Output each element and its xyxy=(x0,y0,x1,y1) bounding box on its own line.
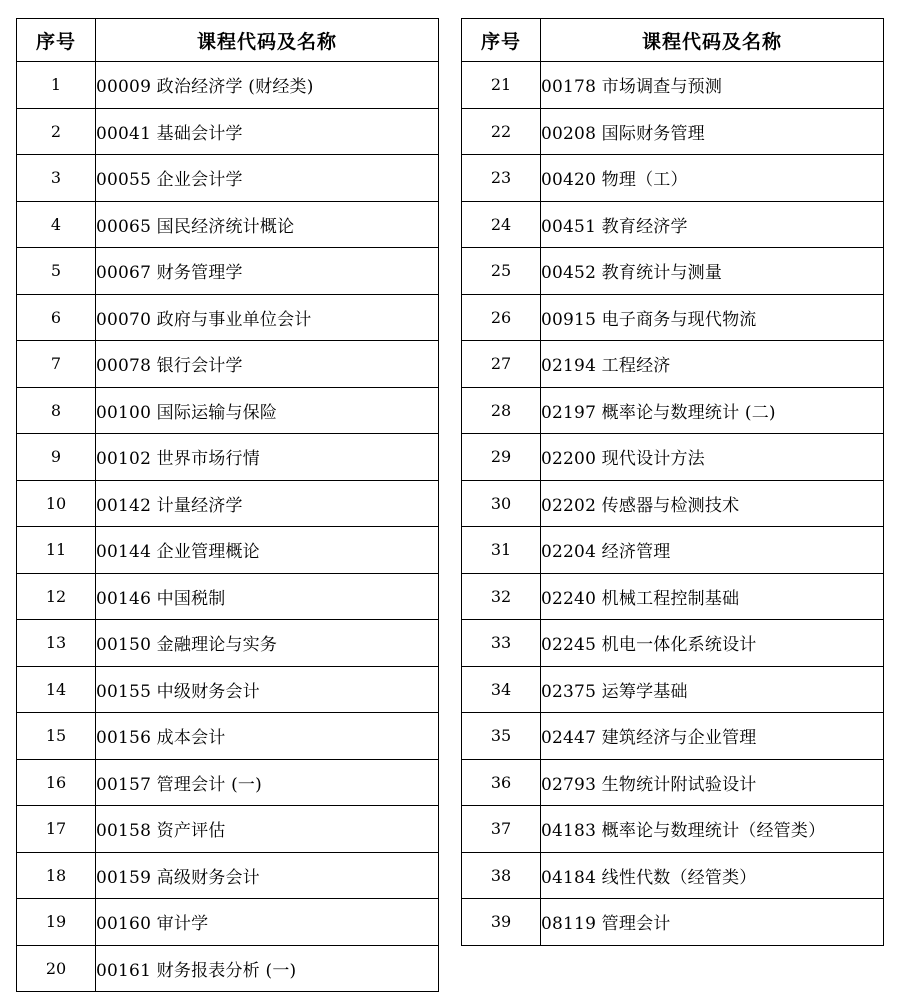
cell-course: 00451 教育经济学 xyxy=(541,201,884,248)
table-header-row xyxy=(17,19,439,62)
table-row xyxy=(462,852,884,899)
cell-seq: 6 xyxy=(17,294,96,341)
cell-seq: 24 xyxy=(462,201,541,248)
column-header-course: 课程代码及名称 xyxy=(541,19,884,62)
table-row xyxy=(17,294,439,341)
cell-course: 00452 教育统计与测量 xyxy=(541,248,884,295)
table-header-row xyxy=(462,19,884,62)
cell-seq: 36 xyxy=(462,759,541,806)
cell-seq: 3 xyxy=(17,155,96,202)
cell-course: 00208 国际财务管理 xyxy=(541,108,884,155)
table-row xyxy=(17,155,439,202)
cell-seq: 11 xyxy=(17,527,96,574)
table-row xyxy=(17,666,439,713)
cell-course: 02194 工程经济 xyxy=(541,341,884,388)
cell-seq: 25 xyxy=(462,248,541,295)
cell-course: 02200 现代设计方法 xyxy=(541,434,884,481)
table-row xyxy=(17,434,439,481)
table-row xyxy=(462,899,884,946)
table-row xyxy=(17,852,439,899)
cell-seq: 37 xyxy=(462,806,541,853)
table-row xyxy=(17,480,439,527)
table-row xyxy=(17,899,439,946)
table-row xyxy=(17,62,439,109)
cell-seq: 16 xyxy=(17,759,96,806)
cell-seq: 19 xyxy=(17,899,96,946)
cell-seq: 30 xyxy=(462,480,541,527)
cell-seq: 4 xyxy=(17,201,96,248)
cell-seq: 34 xyxy=(462,666,541,713)
table-row xyxy=(462,248,884,295)
table-row xyxy=(17,341,439,388)
cell-course: 00070 政府与事业单位会计 xyxy=(96,294,439,341)
cell-course: 00150 金融理论与实务 xyxy=(96,620,439,667)
table-row xyxy=(17,387,439,434)
table-row xyxy=(462,434,884,481)
table-row xyxy=(17,527,439,574)
table-row xyxy=(17,945,439,992)
cell-course: 04184 线性代数（经管类） xyxy=(541,852,884,899)
cell-seq: 1 xyxy=(17,62,96,109)
cell-course: 00160 审计学 xyxy=(96,899,439,946)
cell-course: 00102 世界市场行情 xyxy=(96,434,439,481)
cell-seq: 29 xyxy=(462,434,541,481)
cell-course: 08119 管理会计 xyxy=(541,899,884,946)
cell-seq: 15 xyxy=(17,713,96,760)
cell-course: 00009 政治经济学 (财经类) xyxy=(96,62,439,109)
table-row xyxy=(17,713,439,760)
table-row xyxy=(462,108,884,155)
cell-seq: 33 xyxy=(462,620,541,667)
table-row xyxy=(17,806,439,853)
cell-course: 02204 经济管理 xyxy=(541,527,884,574)
cell-course: 02245 机电一体化系统设计 xyxy=(541,620,884,667)
table-row xyxy=(17,759,439,806)
cell-seq: 18 xyxy=(17,852,96,899)
cell-course: 00100 国际运输与保险 xyxy=(96,387,439,434)
cell-seq: 9 xyxy=(17,434,96,481)
course-table-right xyxy=(461,18,884,946)
cell-seq: 8 xyxy=(17,387,96,434)
cell-course: 00067 财务管理学 xyxy=(96,248,439,295)
cell-seq: 31 xyxy=(462,527,541,574)
cell-seq: 12 xyxy=(17,573,96,620)
cell-course: 00915 电子商务与现代物流 xyxy=(541,294,884,341)
table-header-left xyxy=(17,19,439,62)
cell-seq: 13 xyxy=(17,620,96,667)
cell-course: 02793 生物统计附试验设计 xyxy=(541,759,884,806)
cell-course: 00055 企业会计学 xyxy=(96,155,439,202)
cell-seq: 2 xyxy=(17,108,96,155)
table-row xyxy=(462,666,884,713)
cell-seq: 23 xyxy=(462,155,541,202)
cell-seq: 5 xyxy=(17,248,96,295)
cell-course: 02375 运筹学基础 xyxy=(541,666,884,713)
cell-seq: 20 xyxy=(17,945,96,992)
table-row xyxy=(462,759,884,806)
cell-seq: 14 xyxy=(17,666,96,713)
table-row xyxy=(462,527,884,574)
cell-seq: 35 xyxy=(462,713,541,760)
cell-course: 00142 计量经济学 xyxy=(96,480,439,527)
column-header-seq: 序号 xyxy=(17,19,96,62)
cell-seq: 38 xyxy=(462,852,541,899)
table-row xyxy=(462,155,884,202)
cell-course: 00078 银行会计学 xyxy=(96,341,439,388)
table-row xyxy=(462,201,884,248)
cell-course: 02447 建筑经济与企业管理 xyxy=(541,713,884,760)
cell-course: 02240 机械工程控制基础 xyxy=(541,573,884,620)
table-row xyxy=(17,108,439,155)
table-body-right xyxy=(462,62,884,946)
table-row xyxy=(462,294,884,341)
cell-course: 02197 概率论与数理统计 (二) xyxy=(541,387,884,434)
cell-course: 00161 财务报表分析 (一) xyxy=(96,945,439,992)
table-body-left xyxy=(17,62,439,992)
cell-course: 00041 基础会计学 xyxy=(96,108,439,155)
table-row xyxy=(17,248,439,295)
table-row xyxy=(462,341,884,388)
column-header-course: 课程代码及名称 xyxy=(96,19,439,62)
cell-course: 00158 资产评估 xyxy=(96,806,439,853)
cell-seq: 39 xyxy=(462,899,541,946)
cell-seq: 21 xyxy=(462,62,541,109)
course-table-left xyxy=(16,18,439,992)
table-row xyxy=(462,387,884,434)
cell-seq: 17 xyxy=(17,806,96,853)
cell-course: 00178 市场调查与预测 xyxy=(541,62,884,109)
cell-course: 00159 高级财务会计 xyxy=(96,852,439,899)
cell-course: 00157 管理会计 (一) xyxy=(96,759,439,806)
cell-course: 04183 概率论与数理统计（经管类） xyxy=(541,806,884,853)
table-row xyxy=(462,573,884,620)
cell-seq: 26 xyxy=(462,294,541,341)
table-row xyxy=(462,806,884,853)
cell-seq: 10 xyxy=(17,480,96,527)
cell-course: 00155 中级财务会计 xyxy=(96,666,439,713)
cell-course: 00420 物理（工） xyxy=(541,155,884,202)
table-row xyxy=(462,480,884,527)
cell-seq: 7 xyxy=(17,341,96,388)
cell-course: 00065 国民经济统计概论 xyxy=(96,201,439,248)
column-header-seq: 序号 xyxy=(462,19,541,62)
cell-course: 00146 中国税制 xyxy=(96,573,439,620)
table-row xyxy=(462,62,884,109)
table-header-right xyxy=(462,19,884,62)
table-row xyxy=(17,620,439,667)
cell-seq: 28 xyxy=(462,387,541,434)
cell-seq: 32 xyxy=(462,573,541,620)
cell-course: 00144 企业管理概论 xyxy=(96,527,439,574)
table-row xyxy=(17,201,439,248)
cell-course: 00156 成本会计 xyxy=(96,713,439,760)
cell-course: 02202 传感器与检测技术 xyxy=(541,480,884,527)
table-row xyxy=(462,620,884,667)
cell-seq: 27 xyxy=(462,341,541,388)
cell-seq: 22 xyxy=(462,108,541,155)
table-row xyxy=(462,713,884,760)
table-row xyxy=(17,573,439,620)
